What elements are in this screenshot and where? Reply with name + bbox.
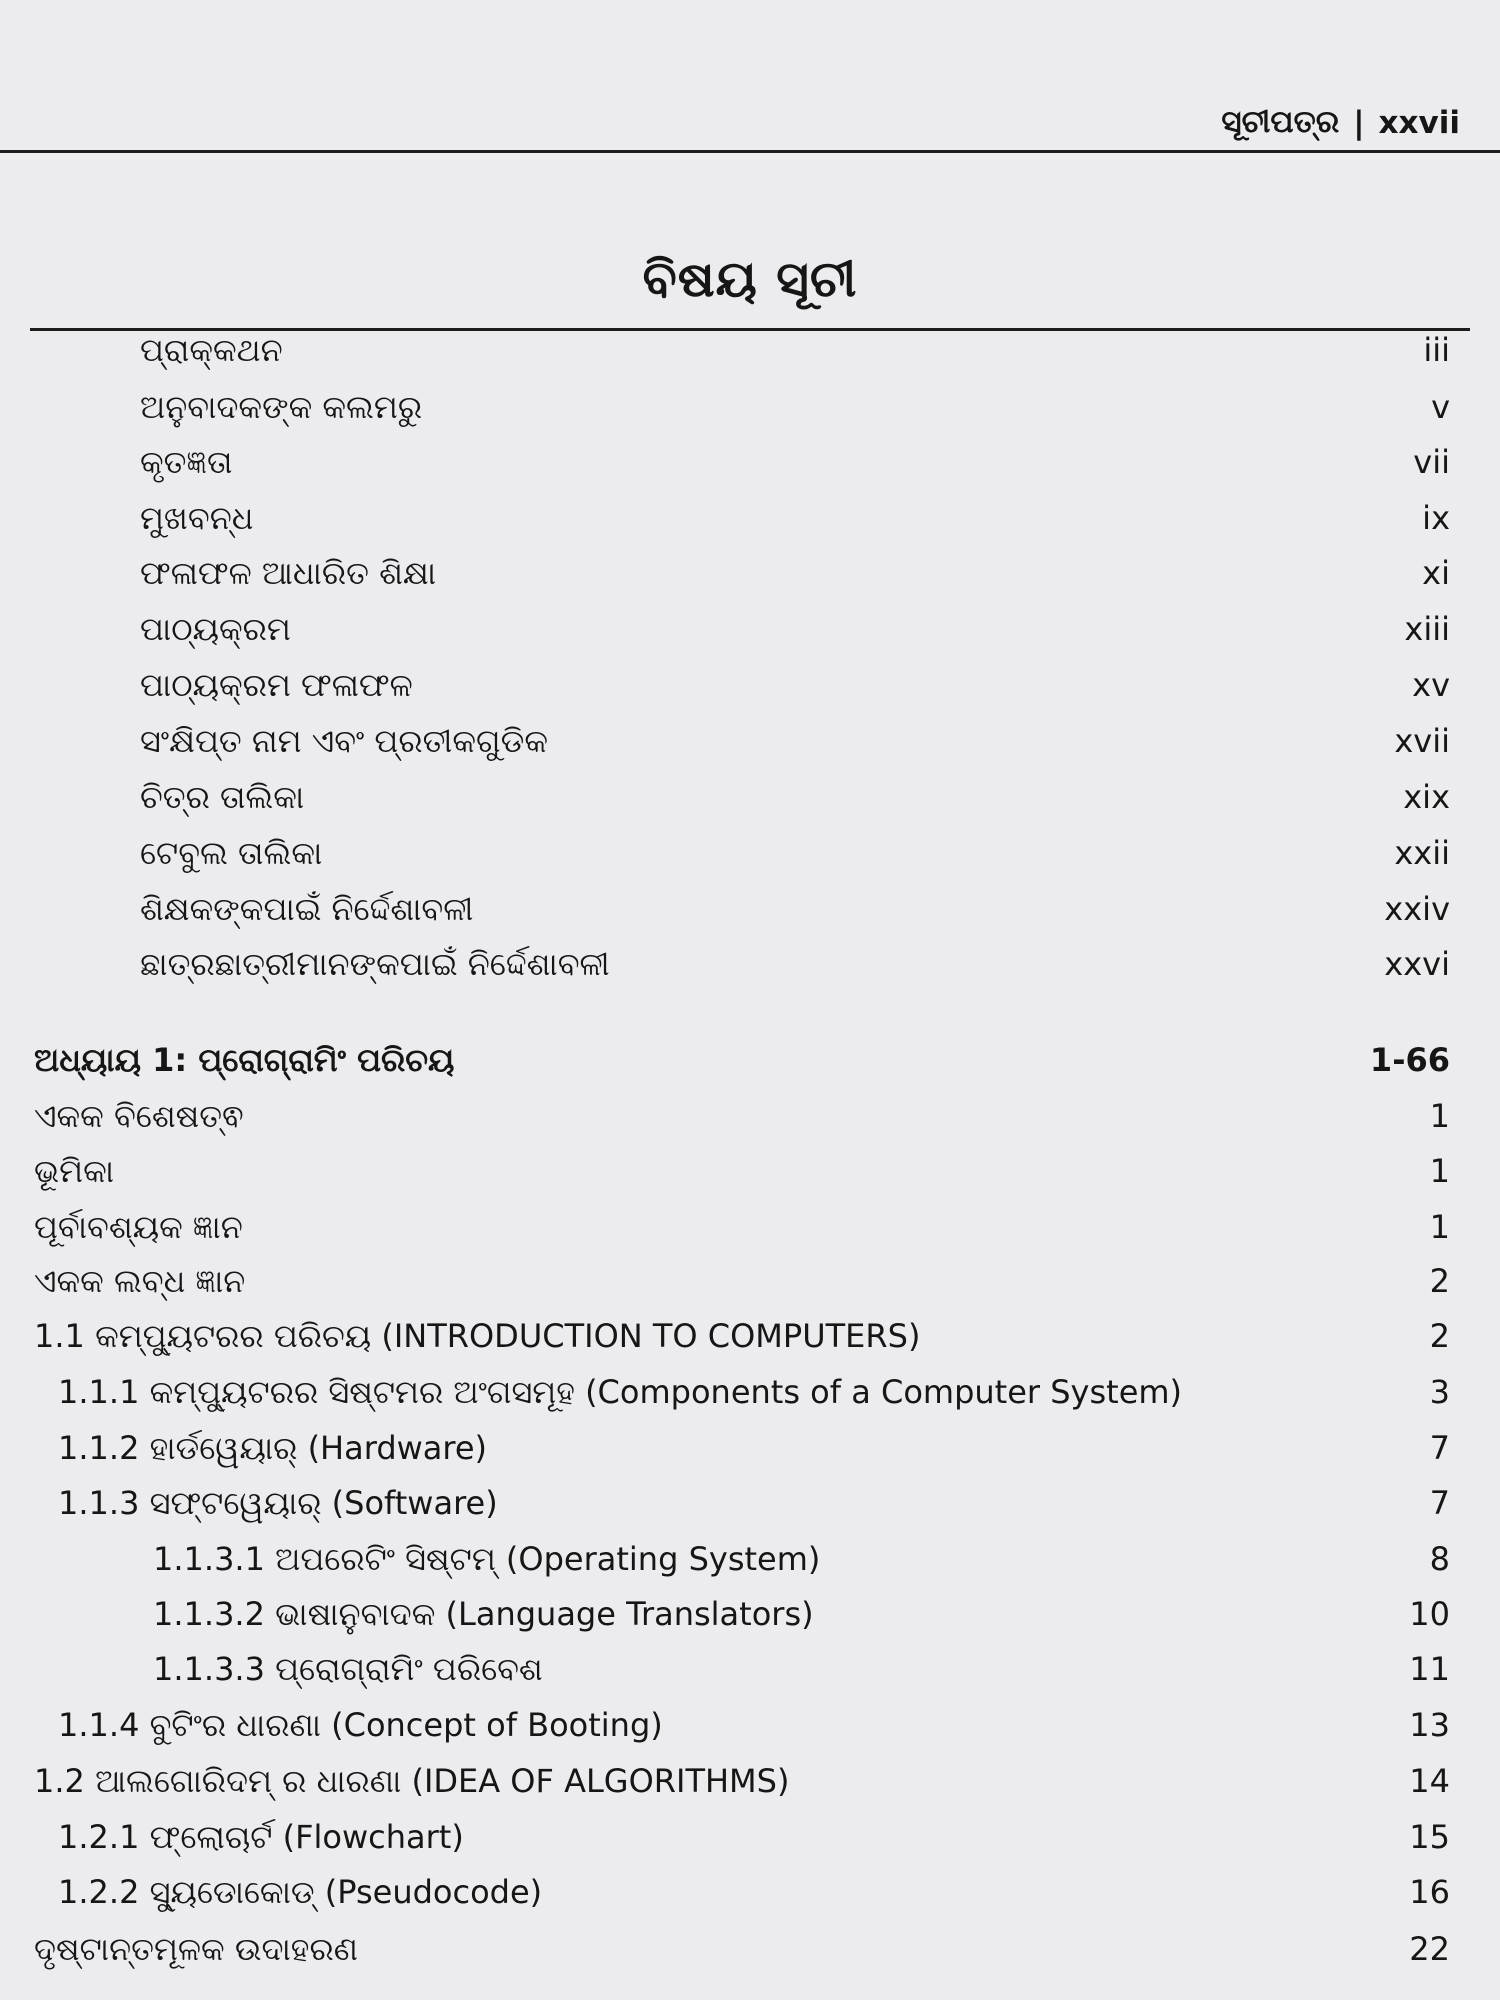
toc-entry-page: ix [1422,499,1450,537]
toc-entry-front-8[interactable] [0,716,1500,766]
toc-entry-label: କୃତଜ୍ଞତା [140,443,233,481]
toc-entry-front-7[interactable] [0,660,1500,710]
toc-entry-page: xvii [1394,722,1450,760]
toc-entry-page: 7 [1429,1484,1450,1522]
toc-entry-page: 2 [1429,1262,1450,1300]
running-head [1221,104,1460,141]
toc-entry-label: 1.1.2 ହାର୍ଡୱେୟାର୍ (Hardware) [58,1429,488,1467]
header-separator: | [1353,104,1365,141]
toc-entry-front-10[interactable] [0,828,1500,878]
toc-entry-page: 16 [1409,1873,1450,1911]
toc-entry-1-2[interactable] [0,1756,1500,1806]
toc-entry-label: ମୁଖବନ୍ଧ [140,499,254,537]
toc-entry-page: 2 [1429,1317,1450,1355]
toc-entry-front-4[interactable] [0,493,1500,543]
toc-entry-page: 7 [1429,1429,1450,1467]
toc-entry-page: xxiv [1384,890,1450,928]
toc-entry-page: 11 [1409,1650,1450,1688]
toc-entry-front-5[interactable] [0,548,1500,598]
toc-entry-page: 10 [1409,1595,1450,1633]
toc-entry-page: xv [1412,666,1450,704]
toc-entry-label: ଟେବୁଲ ତାଲିକା [140,834,323,872]
toc-entry-label: ଚିତ୍ର ତାଲିକା [140,778,305,816]
chapter-page-range: 1-66 [1369,1041,1450,1079]
toc-entry-label: ଫଳାଫଳ ଆଧାରିତ ଶିକ୍ଷା [140,554,437,592]
toc-entry-label: 1.2.2 ସ୍ୟୁଡୋକୋଡ୍ (Pseudocode) [58,1873,543,1911]
toc-entry-page: vii [1413,443,1450,481]
toc-entry-label: ପାଠ୍ୟକ୍ରମ [140,610,291,648]
toc-entry-1-1[interactable] [0,1311,1500,1361]
toc-entry-label: 1.1.3.1 ଅପରେଟିଂ ସିଷ୍ଟମ୍ (Operating System) [153,1540,821,1578]
header-rule [0,150,1500,153]
toc-entry-label: 1.2 ଆଲଗୋରିଦମ୍ ର ଧାରଣା (IDEA OF ALGORITHMS) [34,1762,790,1800]
toc-entry-page: 22 [1409,1930,1450,1968]
toc-entry-label: 1.1.3 ସଫ୍ଟୱେୟାର୍ (Software) [58,1484,498,1522]
toc-entry-page: 1 [1429,1208,1450,1246]
toc-entry-page: 3 [1429,1373,1450,1411]
toc-entry-label: ଅନୁବାଦକଙ୍କ କଲମରୁ [140,388,423,426]
toc-entry-page: xxii [1394,834,1450,872]
toc-entry-front-2[interactable] [0,382,1500,432]
toc-entry-illustrative-examples[interactable] [0,1924,1500,1974]
toc-entry-introduction[interactable] [0,1146,1500,1196]
toc-entry-1-1-3-1[interactable] [0,1534,1500,1584]
toc-entry-1-2-2[interactable] [0,1867,1500,1917]
toc-entry-page: xi [1422,554,1450,592]
toc-entry-label: ସଂକ୍ଷିପ୍ତ ନାମ ଏବଂ ପ୍ରତୀକଗୁଡିକ [140,722,548,760]
toc-entry-1-1-4[interactable] [0,1700,1500,1750]
toc-entry-page: 15 [1409,1818,1450,1856]
toc-entry-page: xix [1403,778,1450,816]
toc-entry-unit-features[interactable] [0,1091,1500,1141]
toc-entry-label: ପ୍ରାକ୍‌କଥନ [140,331,283,369]
section-name: ସୂଚୀପତ୍ର [1221,104,1340,140]
toc-entry-label: ଛାତ୍ରଛାତ୍ରୀମାନଙ୍କପାଇଁ ନିର୍ଦ୍ଦେଶାବଳୀ [140,945,610,983]
toc-chapter-1[interactable] [0,1035,1500,1085]
toc-entry-label: 1.1.3.3 ପ୍ରୋଗ୍ରାମିଂ ପରିବେଶ [153,1650,543,1688]
toc-entry-label: 1.1 କମ୍ପ୍ୟୁଟରର ପରିଚୟ (INTRODUCTION TO COMPUTERS) [34,1317,921,1355]
toc-entry-label: 1.1.4 ବୁଟିଂର ଧାରଣା (Concept of Booting) [58,1706,663,1744]
toc-entry-label: ଏକକ ବିଶେଷତ୍ଵ [34,1097,244,1135]
toc-entry-label: ଦୃଷ୍ଟାନ୍ତମୂଳକ ଉଦାହରଣ [34,1930,358,1968]
toc-entry-1-1-3[interactable] [0,1478,1500,1528]
page-title: ବିଷୟ ସୂଚୀ [642,250,858,308]
toc-entry-1-1-3-3[interactable] [0,1644,1500,1694]
toc-entry-1-1-2[interactable] [0,1423,1500,1473]
toc-entry-page: 1 [1429,1152,1450,1190]
toc-entry-page: xxvi [1384,945,1450,983]
toc-entry-front-6[interactable] [0,604,1500,654]
toc-entry-label: 1.2.1 ଫ୍ଲୋଚାର୍ଟ (Flowchart) [58,1818,464,1856]
toc-entry-page: xiii [1404,610,1450,648]
toc-entry-1-2-1[interactable] [0,1812,1500,1862]
toc-entry-unit-outcomes[interactable] [0,1256,1500,1306]
toc-entry-label: ପୂର୍ବାବଶ୍ୟକ ଜ୍ଞାନ [34,1208,243,1246]
page-number: xxvii [1378,104,1460,141]
toc-entry-front-11[interactable] [0,884,1500,934]
toc-entry-front-9[interactable] [0,772,1500,822]
toc-entry-1-1-1[interactable] [0,1367,1500,1417]
toc-entry-page: 14 [1409,1762,1450,1800]
toc-entry-page: iii [1423,331,1450,369]
toc-entry-label: ଶିକ୍ଷକଙ୍କପାଇଁ ନିର୍ଦ୍ଦେଶାବଳୀ [140,890,474,928]
toc-entry-page: 13 [1409,1706,1450,1744]
toc-entry-label: ପାଠ୍ୟକ୍ରମ ଫଳାଫଳ [140,666,413,704]
toc-entry-page: 1 [1429,1097,1450,1135]
toc-entry-label: ଏକକ ଲବ୍ଧ ଜ୍ଞାନ [34,1262,246,1300]
toc-entry-page: v [1431,388,1450,426]
toc-entry-prerequisites[interactable] [0,1202,1500,1252]
toc-entry-label: 1.1.3.2 ଭାଷାନୁବାଦକ (Language Translators) [153,1595,814,1633]
toc-entry-front-12[interactable] [0,939,1500,989]
chapter-label: ଅଧ୍ୟାୟ 1: ପ୍ରୋଗ୍ରାମିଂ ପରିଚୟ [34,1041,455,1079]
toc-entry-1-1-3-2[interactable] [0,1589,1500,1639]
toc-entry-front-3[interactable] [0,437,1500,487]
toc-entry-page: 8 [1429,1540,1450,1578]
toc-entry-label: ଭୂମିକା [34,1152,115,1190]
toc-entry-front-1[interactable] [0,325,1500,375]
toc-entry-label: 1.1.1 କମ୍ପ୍ୟୁଟରର ସିଷ୍ଟମର ଅଂଗସମୂହ (Components of a Computer System) [58,1373,1183,1411]
